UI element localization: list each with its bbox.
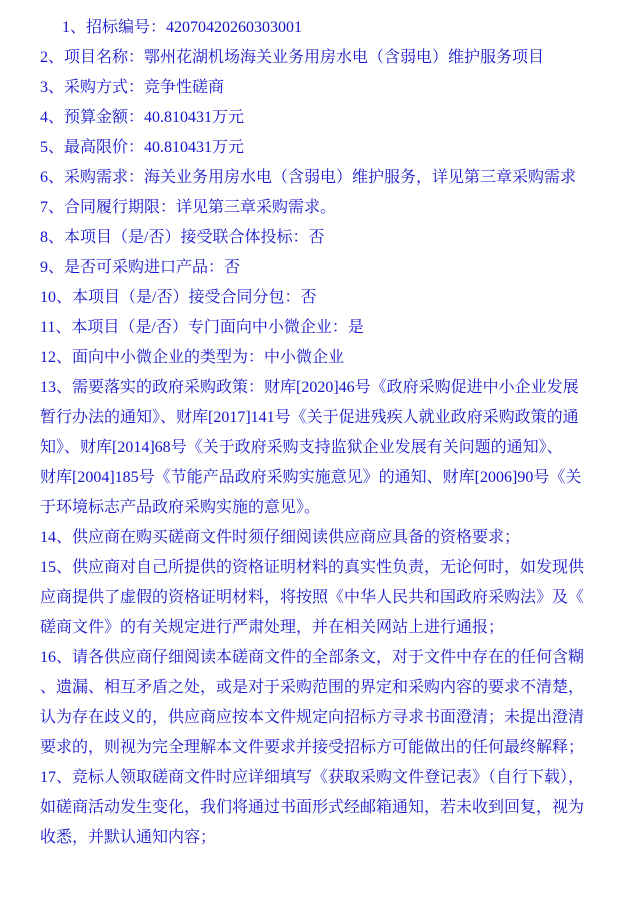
notice-item-16-line-1: 16、请各供应商仔细阅读本磋商文件的全部条文，对于文件中存在的任何含糊 (40, 649, 585, 666)
notice-item-11-line-1: 11、本项目（是/否）专门面向中小微企业：是 (40, 319, 364, 336)
notice-item-6-line-1: 6、采购需求：海关业务用房水电（含弱电）维护服务，详见第三章采购需求 (40, 169, 577, 186)
notice-item-14 (40, 523, 612, 553)
notice-item-6 (40, 163, 612, 193)
notice-item-4 (40, 103, 612, 133)
notice-item-9 (40, 253, 612, 283)
notice-item-1 (40, 13, 612, 43)
notice-item-13-line-2: 暂行办法的通知》、财库[2017]141号《关于促进残疾人就业政府采购政策的通 (40, 409, 579, 426)
notice-item-13-line-1: 13、需要落实的政府采购政策：财库[2020]46号《政府采购促进中小企业发展 (40, 379, 579, 396)
notice-item-3 (40, 73, 612, 103)
notice-item-16-line-4: 要求的，则视为完全理解本文件要求并接受招标方可能做出的任何最终解释； (40, 739, 585, 756)
notice-item-15-line-2: 应商提供了虚假的资格证明材料，将按照《中华人民共和国政府采购法》及《 (40, 589, 585, 606)
notice-item-16 (40, 643, 612, 763)
notice-item-5 (40, 133, 612, 163)
notice-item-17-line-3: 收悉，并默认通知内容； (40, 829, 217, 846)
notice-item-16-line-3: 认为存在歧义的，供应商应按本文件规定向招标方寻求书面澄清；未提出澄清 (40, 709, 585, 726)
notice-item-13 (40, 373, 612, 523)
notice-item-13-line-3: 知》、财库[2014]68号《关于政府采购支持监狱企业发展有关问题的通知》、 (40, 439, 563, 456)
notice-item-15-line-1: 15、供应商对自己所提供的资格证明材料的真实性负责，无论何时，如发现供 (40, 559, 585, 576)
notice-item-15 (40, 553, 612, 643)
notice-item-2 (40, 43, 612, 73)
notice-item-7-line-1: 7、合同履行期限：详见第三章采购需求。 (40, 199, 337, 216)
notice-item-10 (40, 283, 612, 313)
notice-item-12-line-1: 12、面向中小微企业的类型为：中小微企业 (40, 349, 345, 366)
notice-item-5-line-1: 5、最高限价：40.810431万元 (40, 139, 245, 156)
notice-item-17-line-1: 17、竞标人领取磋商文件时应详细填写《获取采购文件登记表》（自行下载）， (40, 769, 585, 786)
notice-item-8-line-1: 8、本项目（是/否）接受联合体投标：否 (40, 229, 325, 246)
notice-item-16-line-2: 、遗漏、相互矛盾之处，或是对于采购范围的界定和采购内容的要求不清楚， (40, 679, 585, 696)
notice-item-1-line-1: 1、招标编号：42070420260303001 (62, 19, 303, 36)
notice-item-7 (40, 193, 612, 223)
notice-item-13-line-4: 财库[2004]185号《节能产品政府采购实施意见》的通知、财库[2006]90号《关 (40, 469, 582, 486)
notice-item-13-line-5: 于环境标志产品政府采购实施的意见》。 (40, 499, 321, 516)
notice-item-4-line-1: 4、预算金额：40.810431万元 (40, 109, 245, 126)
notice-item-15-line-3: 磋商文件》的有关规定进行严肃处理，并在相关网站上进行通报； (40, 619, 505, 636)
notice-item-12 (40, 343, 612, 373)
notice-item-17 (40, 763, 612, 853)
notice-item-9-line-1: 9、是否可采购进口产品：否 (40, 259, 241, 276)
notice-item-17-line-2: 如磋商活动发生变化，我们将通过书面形式经邮箱通知，若未收到回复，视为 (40, 799, 585, 816)
notice-item-2-line-1: 2、项目名称：鄂州花湖机场海关业务用房水电（含弱电）维护服务项目 (40, 49, 545, 66)
notice-item-10-line-1: 10、本项目（是/否）接受合同分包：否 (40, 289, 317, 306)
notice-item-3-line-1: 3、采购方式：竞争性磋商 (40, 79, 225, 96)
notice-item-8 (40, 223, 612, 253)
notice-item-14-line-1: 14、供应商在购买磋商文件时须仔细阅读供应商应具备的资格要求； (40, 529, 521, 546)
notice-item-11 (40, 313, 612, 343)
